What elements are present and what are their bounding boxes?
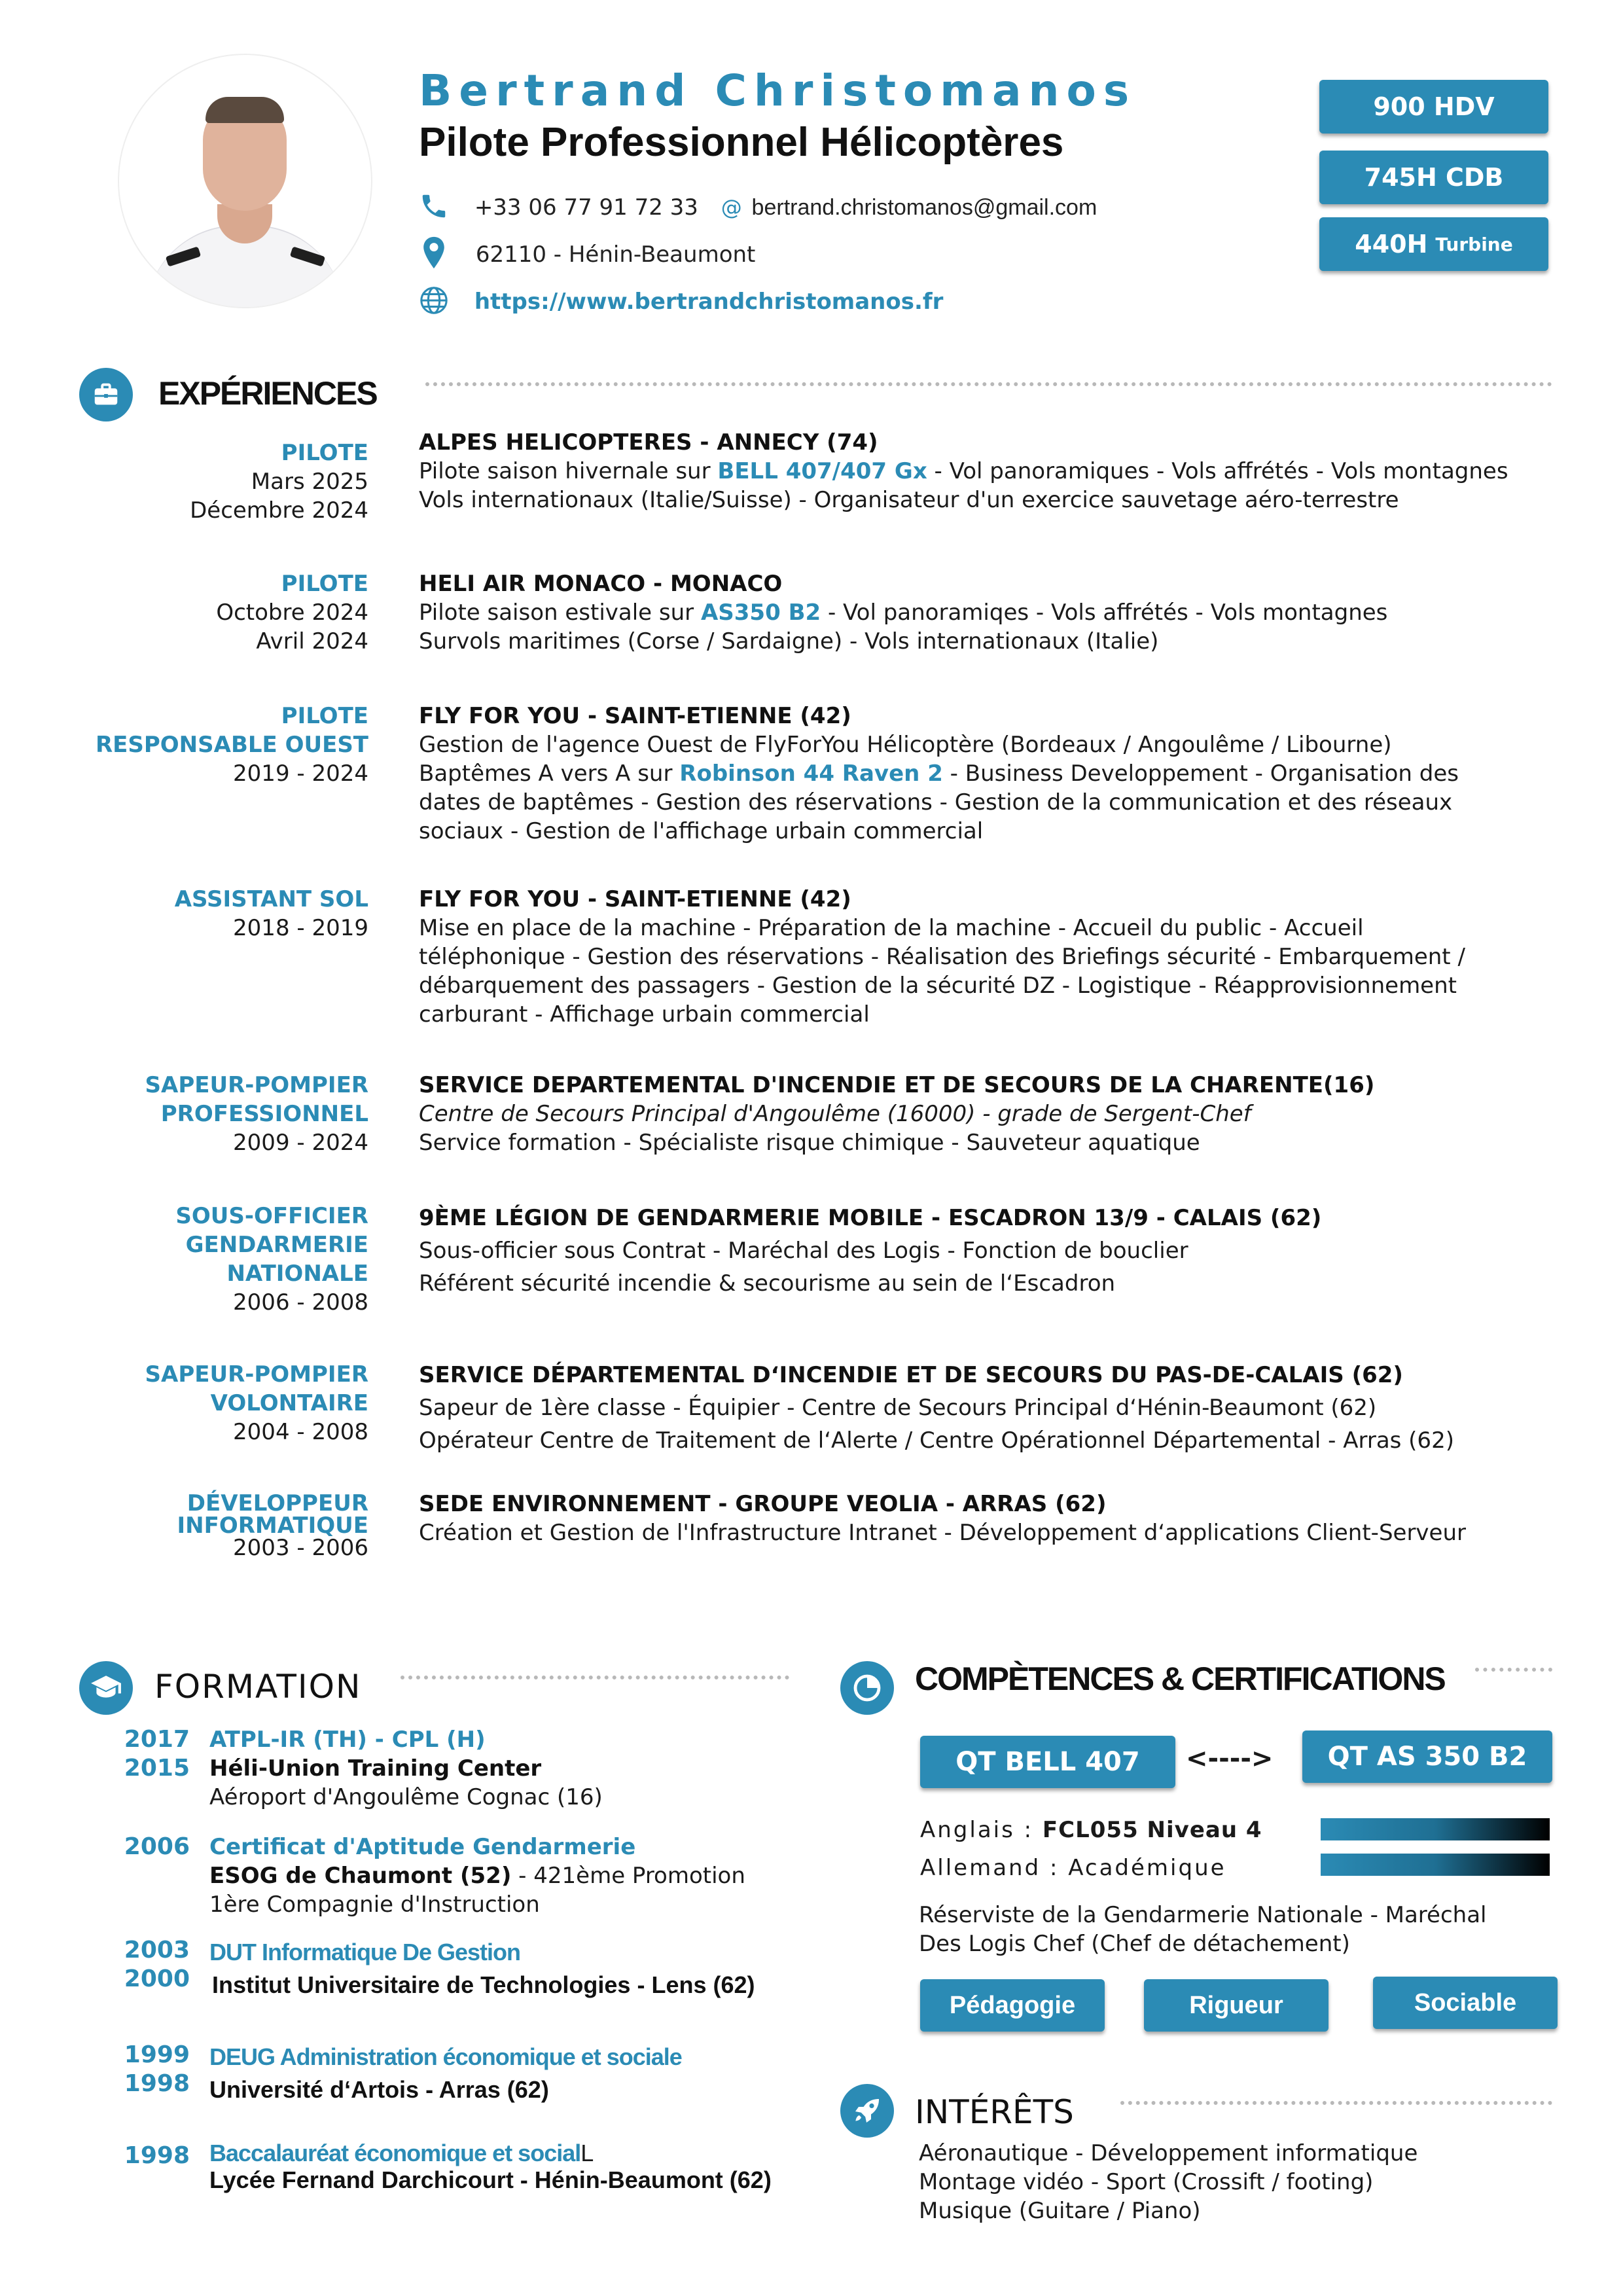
exp-entry: FLY FOR YOU - SAINT-ETIENNE (42) Mise en place de la machine - Préparation de la machine - Accueil du public - Accueil téléphonique - Gestion des réservations - Réalisation des Briefings sécurité - Embarquement / débarquement des passagers - Gestion de la sécurité DZ - Logistique - Réapprovisionnement carburant - Affichage urbain commercial [419,886,1465,1028]
section-divider [1120,2101,1552,2105]
section-divider [425,382,1552,386]
section-divider [401,1676,789,1679]
contact-phone-email [419,191,1097,221]
exp-entry: ALPES HELICOPTERES - ANNECY (74) Pilote saison hivernale sur BELL 407/407 Gx - Vol panoramiques - Vols affrétés - Vols montagnes Vols internationaux (Italie/Suisse) - Organisateur d'un exercice sauvetage aéro-terrestre [419,429,1508,513]
exp-role-block: SAPEUR-POMPIER PROFESSIONNEL 2009 - 2024 [145,1072,368,1156]
profile-photo [118,54,372,308]
exp-role-block: PILOTE Mars 2025 Décembre 2024 [190,440,368,524]
formation-entry: Baccalauréat économique et socialL Lycée Fernand Darchicourt - Hénin-Beaumont (62) [209,2140,772,2193]
formation-entry: DEUG Administration économique et sociale Université d‘Artois - Arras (62) [209,2043,682,2103]
pie-chart-icon [840,1661,894,1715]
quality-badge: Rigueur [1144,1979,1329,2032]
email-icon: @ [721,195,742,220]
exp-role-block: DÉVELOPPEUR INFORMATIQUE 2003 - 2006 [177,1490,368,1561]
reserviste-text: Réserviste de la Gendarmerie Nationale - Maréchal Des Logis Chef (Chef de détachement) [919,1902,1487,1957]
language-english: Anglais : FCL055 Niveau 4 [920,1817,1262,1843]
interets-heading: INTÉRÊTS [915,2093,1074,2131]
quality-badge: Pédagogie [920,1979,1105,2032]
formation-years: 2003 2000 [124,1937,190,1992]
formation-years: 1998 [124,2142,190,2169]
exp-entry: SEDE ENVIRONNEMENT - GROUPE VEOLIA - ARRAS (62) Création et Gestion de l'Infrastructure Intranet - Développement d‘applications Client-Serveur [419,1491,1466,1546]
formation-entry: ATPL-IR (TH) - CPL (H) Héli-Union Training Center Aéroport d'Angoulême Cognac (16) [209,1727,603,1810]
quality-badge: Sociable [1373,1977,1558,2029]
exp-entry: HELI AIR MONACO - MONACO Pilote saison estivale sur AS350 B2 - Vol panoramiqes - Vols affrétés - Vols montagnes Survols maritimes (Corse / Sardaigne) - Vols internationaux (Italie) [419,571,1388,655]
address-text: 62110 - Hénin-Beaumont [475,242,756,268]
candidate-name: Bertrand Christomanos [419,65,1137,116]
interets-list [919,2139,1418,2225]
exp-entry: FLY FOR YOU - SAINT-ETIENNE (42) Gestion de l'agence Ouest de FlyForYou Hélicoptère (Bordeaux / Angoulême / Libourne) Baptêmes A vers A sur Robinson 44 Raven 2 - Business Developpement - Organisation des dates de baptêmes - Gestion des réservations - Gestion de la communication et des réseaux sociaux - Gestion de l'affichage urbain commercial [419,703,1459,844]
qt-arrow: <----> [1186,1744,1274,1774]
stat-total-hours: 900 HDV [1319,80,1548,134]
section-divider [1475,1668,1552,1672]
exp-entry: SERVICE DEPARTEMENTAL D'INCENDIE ET DE SECOURS DE LA CHARENTE(16) Centre de Secours Principal d'Angoulême (16000) - grade de Sergent-Chef Service formation - Spécialiste risque chimique - Sauveteur aquatique [419,1072,1375,1156]
formation-years: 1999 1998 [124,2041,190,2097]
exp-role-block: PILOTE RESPONSABLE OUEST 2019 - 2024 [95,703,368,787]
language-level-bar [1321,1818,1550,1840]
email-link[interactable]: bertrand.christomanos@gmail.com [751,195,1097,220]
formation-years: 2017 2015 [124,1726,190,1782]
phone-number: +33 06 77 91 72 33 [474,194,698,221]
globe-icon [419,285,449,315]
competences-heading: COMPÈTENCES & CERTIFICATIONS [915,1660,1445,1697]
briefcase-icon [79,368,133,422]
stat-turbine-hours: 440H Turbine [1319,217,1548,271]
interest-item: Musique (Guitare / Piano) [919,2198,1201,2224]
exp-entry: SERVICE DÉPARTEMENTAL D‘INCENDIE ET DE SECOURS DU PAS-DE-CALAIS (62) Sapeur de 1ère classe - Équipier - Centre de Secours Principal d‘Hénin-Beaumont (62) Opérateur Centre de Traitement de l‘Alerte / Centre Opérationnel Départemental - Arras (62) [419,1362,1454,1454]
exp-role-block: ASSISTANT SOL 2018 - 2019 [174,886,368,941]
language-level-bar [1321,1854,1550,1876]
graduation-cap-icon [79,1661,133,1715]
stat-captain-hours: 745H CDB [1319,151,1548,204]
exp-role-block: SAPEUR-POMPIER VOLONTAIRE 2004 - 2008 [145,1361,368,1445]
formation-entry: Certificat d'Aptitude Gendarmerie ESOG de Chaumont (52) - 421ème Promotion 1ère Compagnie d'Instruction [209,1834,745,1918]
formation-entry: DUT Informatique De Gestion Institut Universitaire de Technologies - Lens (62) [209,1939,755,1998]
website-link[interactable]: https://www.bertrandchristomanos.fr [474,289,944,315]
experiences-heading: EXPÉRIENCES [158,375,377,412]
exp-role-block: SOUS-OFFICIER GENDARMERIE NATIONALE 2006 - 2008 [175,1203,368,1316]
qt-as350-badge: QT AS 350 B2 [1302,1731,1552,1783]
interest-item: Aéronautique - Développement informatique [919,2140,1418,2166]
exp-entry: 9ÈME LÉGION DE GENDARMERIE MOBILE - ESCADRON 13/9 - CALAIS (62) Sous-officier sous Contrat - Maréchal des Logis - Fonction de bouclier Référent sécurité incendie & secourisme au sein de l‘Escadron [419,1205,1322,1297]
qt-bell-badge: QT BELL 407 [920,1736,1175,1788]
contact-address [419,236,755,268]
language-german: Allemand : Académique [920,1855,1226,1881]
phone-icon [419,191,449,221]
job-title: Pilote Professionnel Hélicoptères [419,120,1064,165]
contact-website [419,285,943,315]
rocket-icon [840,2084,894,2138]
exp-role-block: PILOTE Octobre 2024 Avril 2024 [216,571,368,655]
interest-item: Montage vidéo - Sport (Crossift / footing) [919,2169,1374,2195]
formation-years: 2006 [124,1833,190,1860]
formation-heading: FORMATION [154,1668,362,1706]
location-pin-icon [419,236,449,266]
